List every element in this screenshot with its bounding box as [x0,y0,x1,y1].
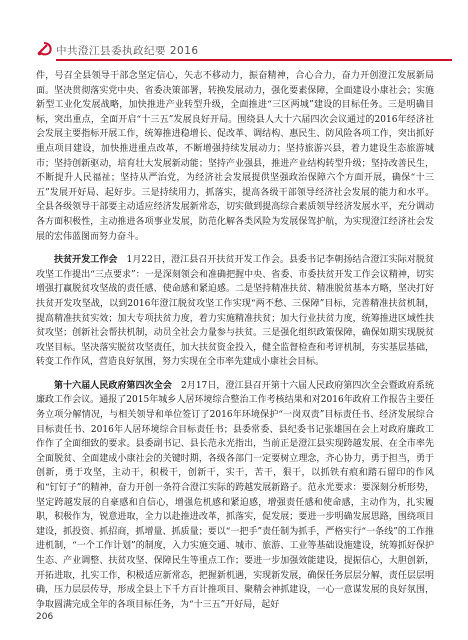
paragraph-continuation [36,69,434,244]
paragraph-heading: 第十六届人民政府第四次全会 [54,380,172,391]
paragraph-government-plenary [36,379,434,609]
party-emblem-icon [36,40,54,58]
header-title: 中共澄江县委执政纪要 2016 [56,45,199,57]
page-number: 206 [36,612,54,622]
paragraph-poverty-alleviation [36,253,434,370]
paragraph-text: 件，号召全县领导干部念坚定信心，矢志不移动力，振奋精神，合心合力，奋力开创澄江发展新局面。坚决贯彻落实党中央、省委决策部署，转换发展动力，强化要素保障，全面建设小康社会；实施新型工业化发展战略，加快推进产业转型升级，全面推进“三区两城”建设的目标任务。三是明确目标，突出重点，全面开启“十三五”发展良好开局。围绕县人大十六届四次会议通过的2016年经济社会发展主要指标开展工作，统筹推进稳增长、促改革、调结构、惠民生、防风险各项工作，突出抓好重点项目建设，加快推进重点改革，不断增强持续发展动力；坚持旅游兴县，着力建设生态旅游城市；坚持创新驱动，培育壮大发展新动能；坚持产业强县，推进产业结构转型升级；坚持改善民生，不断提升人民福祉；坚持从严治党，为经济社会发展提供坚强政治保障六个方面开展，确保“十三五”发展开好局、起好步。三是持续用力，抓落实，提高各级干部领导经济社会发展的能力和水平。全县各级领导干部要主动适应经济发展新常态，切实做到提高综合素质领导经济发展水平，充分调动各方面积极性，主动推进各项事业发展，防范化解各类风险为发展保驾护航，为实现澄江经济社会发展的宏伟蓝图而努力奋斗。 [36,71,434,242]
page-header [36,40,436,64]
paragraph-text: 1月22日，澄江县召开扶贫开发工作会。县委书记李朝扬结合澄江实际对脱贫攻坚工作提出“三点要求”：一是深刻领会和准确把握中央、省委、市委扶贫开发工作会议精神，切实增强打赢脱贫攻坚战的责任感、使命感和紧迫感。二是坚持精准扶贫、精准脱贫基本方略，坚决打好扶贫开发攻坚战，以到2016年澄江脱贫攻坚工作实现“两不愁、三保障”目标，完善精准扶贫机制，提高精准扶贫实效；加大专项扶贫力度，着力实施精准扶贫；加大行业扶贫力度，统筹推进区域性扶贫攻坚；创新社会帮扶机制，动员全社会力量参与扶贫。三是强化组织政策保障，确保如期实现脱贫攻坚目标。坚决落实脱贫攻坚责任，加大扶贫资金投入，健全监督检查和考评机制，夯实基层基础，转变工作作风，营造良好氛围，努力实现在全市率先建成小康社会目标。 [36,255,434,368]
header-rule [56,59,452,61]
paragraph-text: 2月17日，澄江县召开第十六届人民政府第四次全会暨政府系统廉政工作会议。通报了2015年城乡人居环境综合整治工作考核结果和对2016年政府工作报告主要任务立项分解情况，与相关领导和单位签订了2016年环境保护“一岗双责”目标责任书、经济发展综合目标责任书、2016年人居环境综合目标责任书；县委常委、县纪委书记张雄国在会上对政府廉政工作作了全面细致的要求。县委副书记、县长范永光指出，当前正是澄江县实现跨越发展、在全市率先全面脱贫、全面建成小康社会的关键时期，各级各部门一定要树立理念，齐心协力，勇于担当，勇于创新，勇于攻坚，主动干，积极干，创新干，实干，苦干，狠干，以抓铁有痕和踏石留印的作风和“钉钉子”的精神，奋力开创一条符合澄江实际的跨越发展新路子。范永光要求：要深刻分析形势，坚定跨越发展的自豪感和自信心，增强危机感和紧迫感，增强责任感和使命感，主动作为，扎实履职，积极作为，锐意进取，全力以赴推进改革，抓落实，促发展；要进一步明确发展思路，围绕项目建设，抓投资、抓招商，抓增量、抓质量；要以“一把手”责任制为抓手，严格实行“一条线”的工作推进机制，“一个工作计划”的制度，入力实施交通、城市、旅游、工业等基础设施建设，统筹抓好保护生态、产业调整、扶贫攻坚、保障民生等重点工作；要进一步加强效能建设，提振信心，大胆创新，开拓进取，扎实工作，积极适应新常态，把握新机遇，实现新发展，确保任务层层分解，责任层层明确，压力层层传导，形成全县上下千方百计推项目、聚精会神抓建设，一心一意谋发展的良好氛围，争取圆满完成全年的各项目标任务，为“十三五”开好局，起好 [36,380,434,609]
document-body [36,69,434,609]
paragraph-heading: 扶贫开发工作会 [54,255,118,266]
